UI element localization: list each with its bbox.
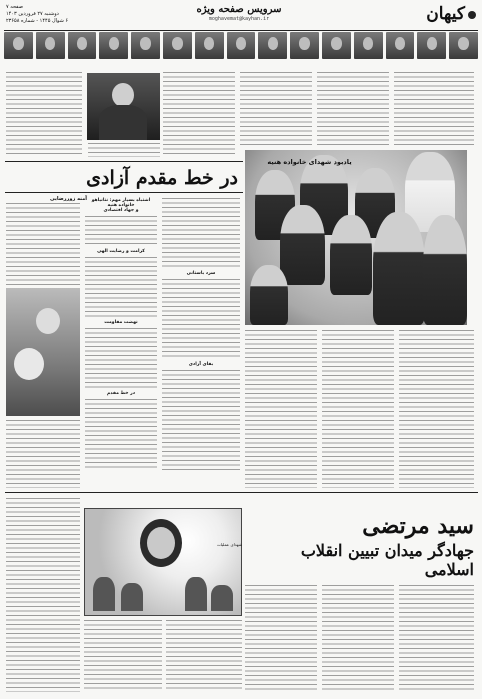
text-column [6, 203, 80, 285]
portrait-photo [4, 32, 33, 59]
text-column [399, 585, 474, 692]
artwork-figure [93, 577, 115, 611]
portrait [131, 32, 160, 68]
lower-headline: سید مرتضی [362, 513, 474, 539]
portrait [227, 32, 256, 68]
section-divider [5, 492, 478, 493]
portrait-photo [354, 32, 383, 59]
photo-body [99, 105, 147, 140]
photo-head [36, 308, 60, 334]
headline-block [5, 167, 243, 191]
story-banner: یادبود شهدای خانواده هنیه [267, 158, 352, 166]
text-column [6, 498, 80, 692]
portrait [258, 32, 287, 68]
portrait-photo [290, 32, 319, 59]
text-column [166, 620, 242, 692]
portrait-photo [99, 32, 128, 59]
text-column [322, 585, 394, 692]
portrait-photo [386, 32, 415, 59]
lower-subheadline: جهادگر میدان تبیین انقلاب اسلامی [300, 541, 474, 579]
text-column [245, 585, 317, 692]
section-email: moghavemat@kayhan.ir [208, 16, 270, 22]
photo-figure [280, 205, 325, 285]
portrait [290, 32, 319, 68]
portrait-photo [417, 32, 446, 59]
text-block [162, 198, 240, 268]
issue-info [6, 4, 68, 25]
subhead: و جهاد اقتصادی [103, 208, 139, 213]
masthead [4, 4, 478, 31]
leader-photo [87, 73, 160, 140]
portrait-photo [163, 32, 192, 59]
martyr-portrait-strip [4, 32, 478, 68]
portrait-photo [449, 32, 478, 59]
text-column [240, 72, 312, 148]
portrait-photo [131, 32, 160, 59]
portrait [417, 32, 446, 68]
portrait [386, 32, 415, 68]
text-block [162, 279, 240, 359]
text-column [399, 330, 474, 488]
text-column [88, 143, 160, 157]
text-column [6, 420, 80, 488]
article-column [162, 198, 240, 488]
article-column [85, 198, 157, 488]
illustration-artwork [84, 508, 242, 616]
portrait [163, 32, 192, 68]
text-block [85, 328, 157, 388]
portrait [449, 32, 478, 68]
portrait [99, 32, 128, 68]
photo-figure [330, 215, 372, 295]
portrait [195, 32, 224, 68]
subhead: بقای آزادی [188, 362, 214, 367]
logo-emblem-icon [468, 11, 476, 19]
portrait [36, 32, 65, 68]
portrait-photo [227, 32, 256, 59]
issue-date: دوشنبه ۲۷ فروردین ۱۴۰۳ [6, 11, 59, 17]
subhead: سرد باستانی [186, 271, 216, 276]
portrait [4, 32, 33, 68]
kayhan-logo [426, 4, 476, 24]
portrait-photo [36, 32, 65, 59]
artwork-figure [185, 577, 207, 611]
subhead: اشتباه بسیار مهم: نتانیاهو خانواده هنیه [91, 198, 151, 208]
story-kicker: شهدای عملیات [216, 542, 242, 547]
author-byline: آمنه زوررضایی [50, 196, 88, 202]
text-column [84, 620, 162, 692]
artwork-figure [121, 583, 143, 611]
page-number: صفحه ۷ [6, 4, 23, 10]
text-block [85, 216, 157, 246]
text-column [6, 72, 82, 154]
text-block [85, 257, 157, 317]
photo-figure [423, 215, 467, 325]
subhead: نهضت مقاومت [104, 320, 138, 325]
text-block [162, 370, 240, 470]
text-column [322, 330, 394, 488]
lower-headline-block [259, 513, 474, 579]
portrait-photo [195, 32, 224, 59]
photo-figure [373, 212, 425, 325]
section-title: سرویس صفحه ویژه [196, 4, 282, 15]
portrait-photo [322, 32, 351, 59]
portrait [68, 32, 97, 68]
photo-figure [250, 265, 288, 325]
text-column [245, 330, 317, 488]
logo-text: کیهان [426, 4, 465, 24]
artwork-portrait-face [147, 527, 175, 559]
subhead: کرامت و رضایت الهی [97, 249, 145, 254]
main-headline: در خط مقدم آزادی [86, 167, 238, 189]
divider [5, 192, 243, 193]
family-portrait-photo [6, 288, 80, 416]
portrait [322, 32, 351, 68]
divider [5, 161, 243, 162]
portrait-photo [258, 32, 287, 59]
portrait-photo [68, 32, 97, 59]
section-title-block [159, 4, 319, 22]
artwork-figure [211, 585, 233, 611]
text-block [85, 399, 157, 469]
family-collage-photo [245, 150, 467, 325]
text-column [163, 72, 235, 157]
subhead: در خط مقدم [106, 391, 136, 396]
issue-number: ۶ شوال ۱۴۴۵ - شماره ۲۳۶۵۸ [6, 18, 69, 24]
text-column [317, 72, 389, 148]
portrait [354, 32, 383, 68]
text-column [394, 72, 474, 148]
photo-head [14, 348, 44, 380]
photo-head [112, 83, 134, 107]
